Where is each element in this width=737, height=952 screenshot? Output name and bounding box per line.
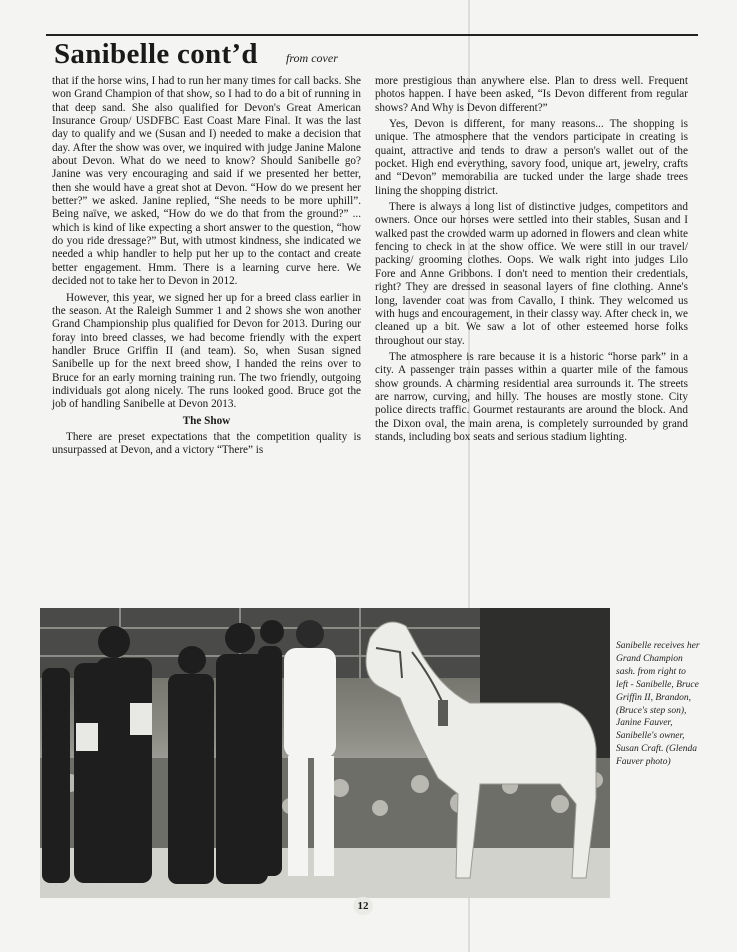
award-photo (40, 608, 610, 898)
article-column-right (375, 75, 688, 444)
page-title: Sanibelle cont’d (54, 38, 258, 70)
paragraph: There is always a long list of distinctive judges, competitors and owners. Once our horses were settled into their stables, Susan and I walked past the crowded warm up adorned in flowers and clean white fencing to check in at the show office. We were still in our travel/ packing/ grooming clothes. Oops. We walk right into judges Lilo Fore and Anne Gribbons. I don't need to mention their credentials, right? They are dressed in seasonal layers of fine clothing. Anne's long, lavender coat was from Cavallo, I think. They welcomed us with hugs and encouragement, in their classy way. After check in, we cleaned up a bit. We saw a lot of other esteemed horse folks throughout our stay. (375, 201, 688, 347)
paragraph: more prestigious than anywhere else. Plan to dress well. Frequent photos happen. I have been asked, “Is Devon different from regular shows? And Why is Devon different?” (375, 75, 688, 114)
paragraph: There are preset expectations that the competition quality is unsurpassed at Devon, and a victory “There” is (52, 430, 361, 457)
section-heading: The Show (182, 414, 231, 427)
paragraph: The atmosphere is rare because it is a historic “horse park” in a city. A passenger train passes within a quarter mile of the famous show grounds. A charming residential area surrounds it. The streets are narrow, curving, and hilly. The houses are mostly stone. City police directs traffic. Gourmet restaurants are around the block. And the Dixon oval, the main arena, is completely surrounded by grand stands, including box seats and serious stadium lighting. (375, 350, 688, 443)
article-column-left (52, 75, 361, 458)
award-photo-illustration (40, 608, 610, 898)
paragraph: However, this year, we signed her up for a breed class earlier in the season. At the Raleigh Summer 1 and 2 shows she won another Grand Championship plus qualified for Devon for 2013. During our foray into breed classes, we had become friendly with the expert handler Bruce Griffin II (and team). So, when Susan signed Sanibelle up for the next breed show, I handed the reins over to Bruce for an early morning training run. The two friendly, outgoing individuals got along nicely. The runs looked good. Bruce got the job of handling Sanibelle at Devon 2013. (52, 291, 361, 411)
page-header (46, 34, 698, 70)
paragraph: that if the horse wins, I had to run her many times for call backs. She won Grand Champion of that show, so I had to do a bit of running in that deep sand. She also qualified for Devon's Great American Insurance Group/ USDFBC East Coast Mare Final. It was the last day to qualify and we (Susan and I) needed to make a decision that day. After the show was over, we inquired with judge Janine Malone about Devon. What do we need to know? Should Sanibelle go? Janine was very encouraging and said if we presented her better, then she would have a great shot at Devon. “How do we present her better?” we asked. Janine replied, “She needs to be more uphill”. Being naïve, we asked, “How do we do that from the ground?” ... which is kind of like expecting a short answer to the question, “how do you ride dressage?” But, with utmost kindness, she indicated we needed a whip handler to help put her up to the contact and create better engagement. Hmm. There is a learning curve here. We decided not to take her to Devon in 2012. (52, 75, 361, 288)
page-subtitle: from cover (286, 51, 338, 65)
page-number: 12 (353, 897, 373, 915)
photo-caption: Sanibelle receives her Grand Champion sash. from right to left - Sanibelle, Bruce Griffin II, Brandon, (Bruce's step son), Janine Fauver, Sanibelle's owner, Susan Craft. (Glenda Fauver photo) (616, 641, 700, 768)
paragraph: Yes, Devon is different, for many reasons... The shopping is unique. The atmosphere that the vendors participate in creating is quaint, attractive and tends to draw a person's wallet out of the pocket. High end everything, savory food, unique art, jewelry, crafts and “Devon” memorabilia are tucked under the large shade trees lining the shopping district. (375, 118, 688, 197)
